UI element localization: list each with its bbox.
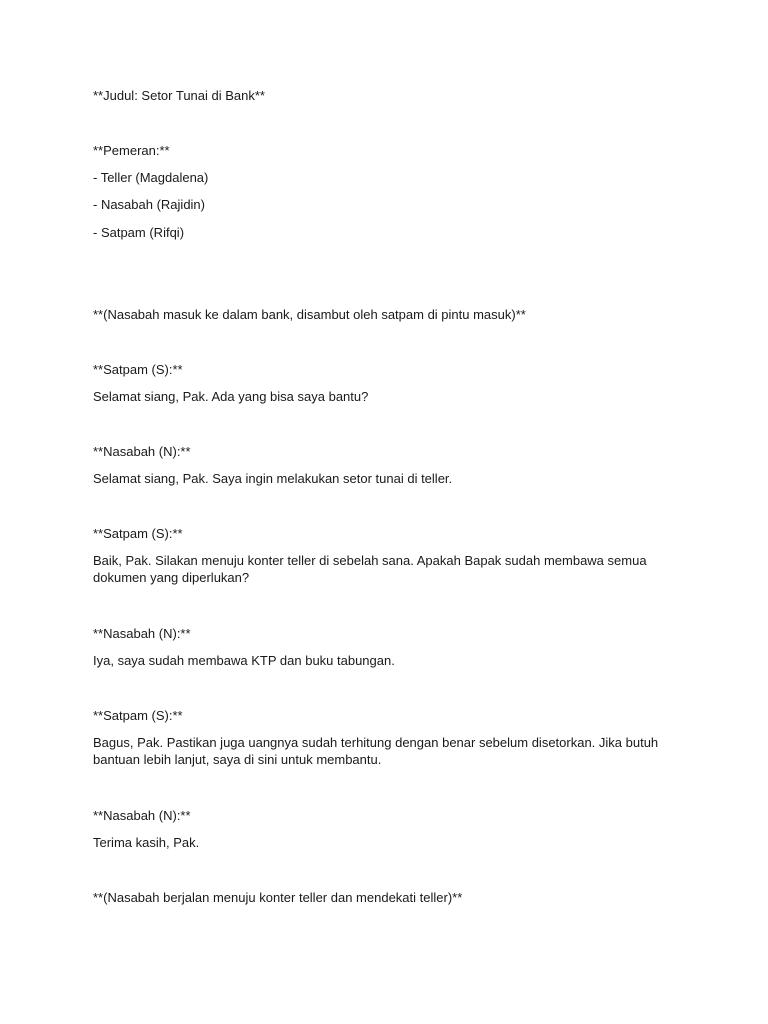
dialogue-text: Selamat siang, Pak. Ada yang bisa saya bantu? — [93, 389, 369, 404]
cast-item-teller: - Teller (Magdalena) — [93, 170, 209, 185]
speaker-label: **Nasabah (N):** — [93, 444, 191, 459]
dialogue-text: Selamat siang, Pak. Saya ingin melakukan setor tunai di teller. — [93, 471, 453, 486]
dialogue-text: Iya, saya sudah membawa KTP dan buku tabungan. — [93, 653, 395, 668]
dialogue-text: Bagus, Pak. Pastikan juga uangnya sudah terhitung dengan benar sebelum disetorkan. Jika butuh bantuan lebih lanjut, saya di sini untuk membantu. — [93, 735, 662, 767]
cast-item-satpam: - Satpam (Rifqi) — [93, 225, 185, 240]
document-title: **Judul: Setor Tunai di Bank** — [93, 88, 265, 103]
speaker-label: **Satpam (S):** — [93, 708, 183, 723]
stage-direction-2: **(Nasabah berjalan menuju konter teller dan mendekati teller)** — [93, 890, 463, 905]
stage-direction-1: **(Nasabah masuk ke dalam bank, disambut oleh satpam di pintu masuk)** — [93, 307, 526, 322]
dialogue-text: Baik, Pak. Silakan menuju konter teller di sebelah sana. Apakah Bapak sudah membawa semua dokumen yang diperlukan? — [93, 553, 651, 585]
speaker-label: **Satpam (S):** — [93, 526, 183, 541]
speaker-label: **Nasabah (N):** — [93, 626, 191, 641]
cast-heading: **Pemeran:** — [93, 143, 170, 158]
speaker-label: **Satpam (S):** — [93, 362, 183, 377]
dialogue-text: Terima kasih, Pak. — [93, 835, 200, 850]
speaker-label: **Nasabah (N):** — [93, 808, 191, 823]
cast-item-nasabah: - Nasabah (Rajidin) — [93, 197, 205, 212]
